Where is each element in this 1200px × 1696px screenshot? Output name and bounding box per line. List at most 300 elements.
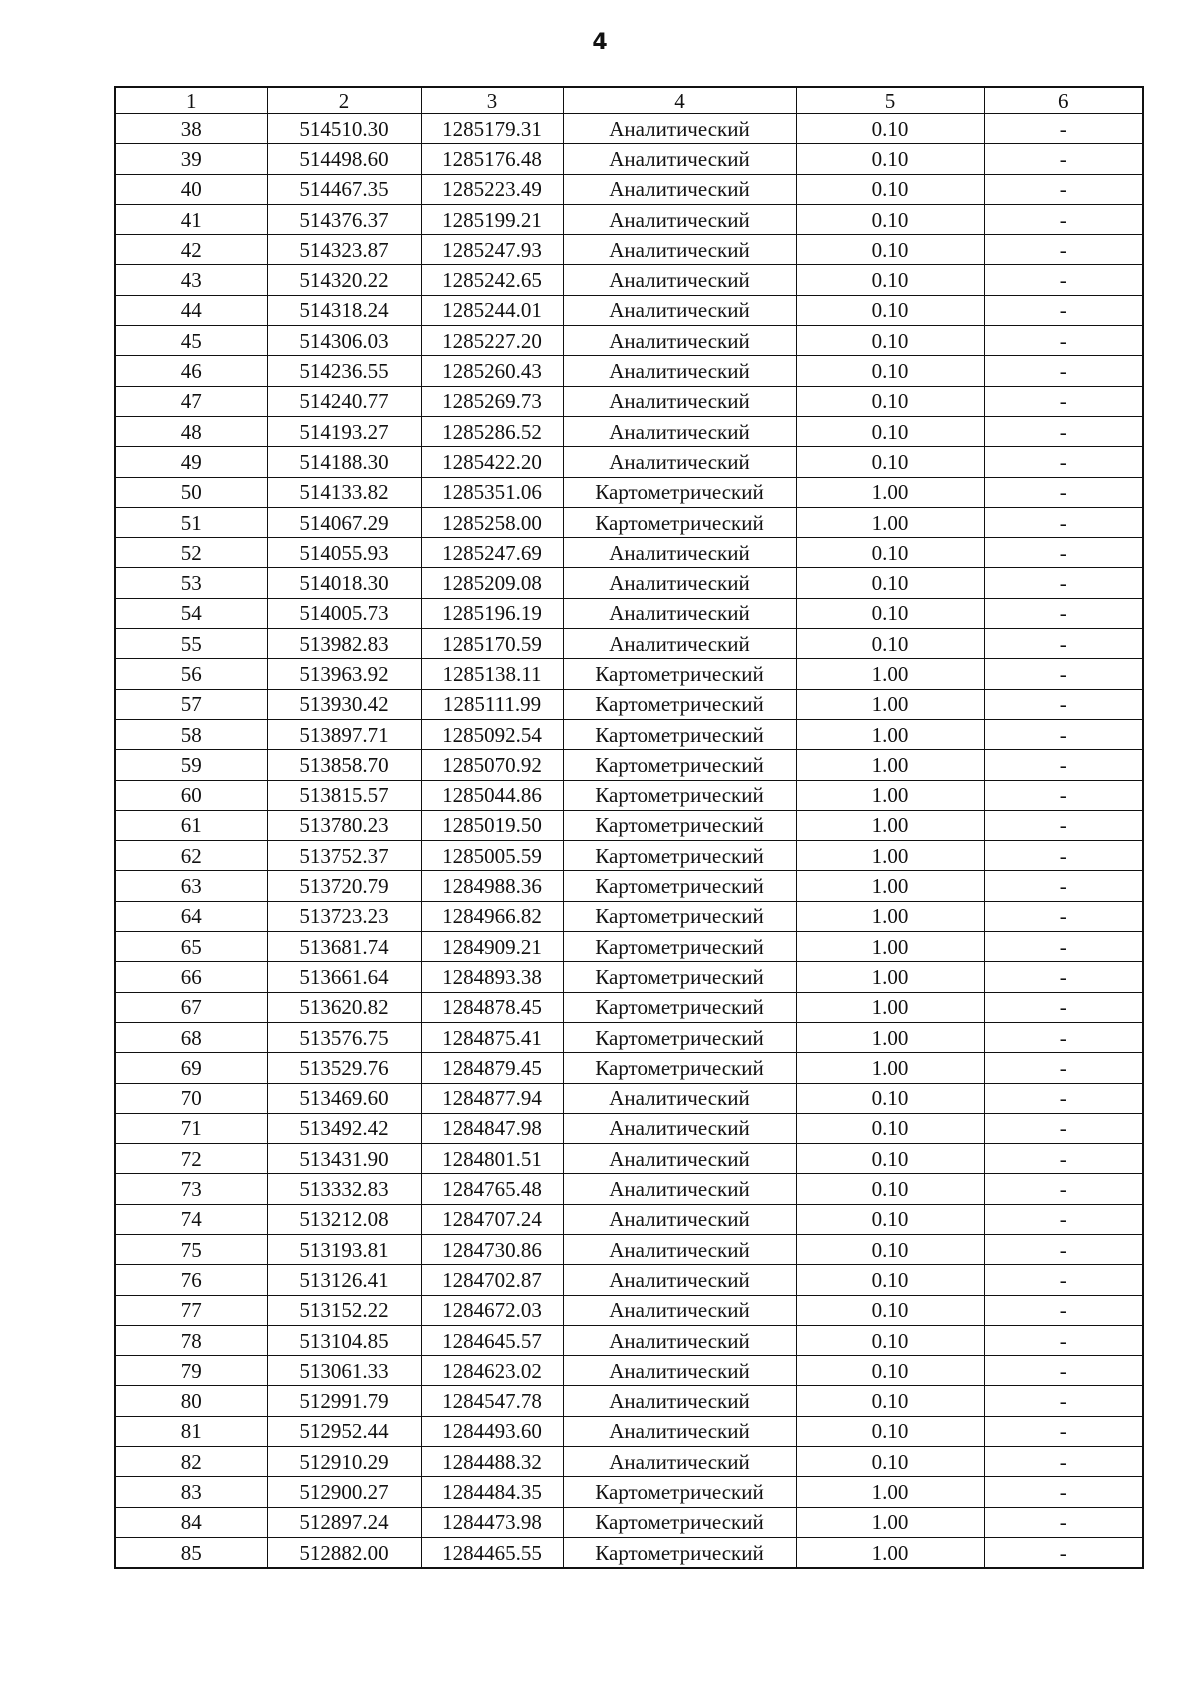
method-cell: Аналитический — [563, 114, 796, 144]
x-coordinate-cell: 513126.41 — [267, 1265, 421, 1295]
x-coordinate-cell: 513061.33 — [267, 1356, 421, 1386]
y-coordinate-cell: 1285269.73 — [421, 386, 563, 416]
note-cell: - — [984, 1356, 1143, 1386]
accuracy-cell: 0.10 — [796, 1416, 984, 1446]
point-number-cell: 81 — [115, 1416, 267, 1446]
table-row — [115, 659, 1143, 689]
y-coordinate-cell: 1285092.54 — [421, 719, 563, 749]
method-cell: Картометрический — [563, 992, 796, 1022]
accuracy-cell: 0.10 — [796, 416, 984, 446]
x-coordinate-cell: 514510.30 — [267, 114, 421, 144]
point-number-cell: 39 — [115, 144, 267, 174]
note-cell: - — [984, 144, 1143, 174]
y-coordinate-cell: 1285019.50 — [421, 810, 563, 840]
x-coordinate-cell: 513469.60 — [267, 1083, 421, 1113]
point-number-cell: 66 — [115, 962, 267, 992]
note-cell: - — [984, 1265, 1143, 1295]
x-coordinate-cell: 512882.00 — [267, 1537, 421, 1568]
x-coordinate-cell: 514067.29 — [267, 507, 421, 537]
y-coordinate-cell: 1285070.92 — [421, 750, 563, 780]
y-coordinate-cell: 1285286.52 — [421, 416, 563, 446]
method-cell: Аналитический — [563, 1113, 796, 1143]
table-row — [115, 1447, 1143, 1477]
table-row — [115, 1234, 1143, 1264]
method-cell: Аналитический — [563, 386, 796, 416]
point-number-cell: 82 — [115, 1447, 267, 1477]
x-coordinate-cell: 514055.93 — [267, 538, 421, 568]
method-cell: Картометрический — [563, 659, 796, 689]
x-coordinate-cell: 514005.73 — [267, 598, 421, 628]
method-cell: Аналитический — [563, 1416, 796, 1446]
point-number-cell: 68 — [115, 1022, 267, 1052]
note-cell: - — [984, 871, 1143, 901]
point-number-cell: 83 — [115, 1477, 267, 1507]
table-row — [115, 144, 1143, 174]
table-row — [115, 447, 1143, 477]
y-coordinate-cell: 1285199.21 — [421, 204, 563, 234]
y-coordinate-cell: 1285244.01 — [421, 295, 563, 325]
table-row — [115, 114, 1143, 144]
point-number-cell: 38 — [115, 114, 267, 144]
method-cell: Аналитический — [563, 1447, 796, 1477]
note-cell: - — [984, 1507, 1143, 1537]
table-row — [115, 174, 1143, 204]
table-row — [115, 841, 1143, 871]
table-row — [115, 780, 1143, 810]
accuracy-cell: 0.10 — [796, 1113, 984, 1143]
method-cell: Аналитический — [563, 204, 796, 234]
y-coordinate-cell: 1284966.82 — [421, 901, 563, 931]
point-number-cell: 77 — [115, 1295, 267, 1325]
x-coordinate-cell: 513681.74 — [267, 932, 421, 962]
method-cell: Аналитический — [563, 568, 796, 598]
point-number-cell: 56 — [115, 659, 267, 689]
accuracy-cell: 1.00 — [796, 750, 984, 780]
method-cell: Картометрический — [563, 477, 796, 507]
x-coordinate-cell: 513897.71 — [267, 719, 421, 749]
table-row — [115, 719, 1143, 749]
y-coordinate-cell: 1285258.00 — [421, 507, 563, 537]
table-row — [115, 1537, 1143, 1568]
note-cell: - — [984, 477, 1143, 507]
point-number-cell: 64 — [115, 901, 267, 931]
method-cell: Аналитический — [563, 235, 796, 265]
note-cell: - — [984, 386, 1143, 416]
y-coordinate-cell: 1285138.11 — [421, 659, 563, 689]
accuracy-cell: 0.10 — [796, 114, 984, 144]
x-coordinate-cell: 513723.23 — [267, 901, 421, 931]
accuracy-cell: 0.10 — [796, 265, 984, 295]
accuracy-cell: 0.10 — [796, 447, 984, 477]
y-coordinate-cell: 1284707.24 — [421, 1204, 563, 1234]
method-cell: Картометрический — [563, 719, 796, 749]
accuracy-cell: 1.00 — [796, 871, 984, 901]
method-cell: Аналитический — [563, 1356, 796, 1386]
method-cell: Аналитический — [563, 1234, 796, 1264]
table-row — [115, 750, 1143, 780]
accuracy-cell: 0.10 — [796, 174, 984, 204]
table-row — [115, 235, 1143, 265]
point-number-cell: 78 — [115, 1325, 267, 1355]
point-number-cell: 49 — [115, 447, 267, 477]
note-cell: - — [984, 356, 1143, 386]
table-row — [115, 326, 1143, 356]
note-cell: - — [984, 1053, 1143, 1083]
table-row — [115, 962, 1143, 992]
table-row — [115, 1325, 1143, 1355]
table-row — [115, 568, 1143, 598]
point-number-cell: 54 — [115, 598, 267, 628]
method-cell: Картометрический — [563, 932, 796, 962]
accuracy-cell: 1.00 — [796, 810, 984, 840]
x-coordinate-cell: 513780.23 — [267, 810, 421, 840]
method-cell: Картометрический — [563, 1022, 796, 1052]
table-row — [115, 901, 1143, 931]
note-cell: - — [984, 1022, 1143, 1052]
method-cell: Аналитический — [563, 629, 796, 659]
accuracy-cell: 0.10 — [796, 356, 984, 386]
method-cell: Аналитический — [563, 1325, 796, 1355]
note-cell: - — [984, 1325, 1143, 1355]
accuracy-cell: 1.00 — [796, 689, 984, 719]
x-coordinate-cell: 514376.37 — [267, 204, 421, 234]
x-coordinate-cell: 513332.83 — [267, 1174, 421, 1204]
note-cell: - — [984, 1386, 1143, 1416]
table-row — [115, 1295, 1143, 1325]
method-cell: Аналитический — [563, 1083, 796, 1113]
note-cell: - — [984, 265, 1143, 295]
coordinates-table — [114, 86, 1144, 1569]
y-coordinate-cell: 1284801.51 — [421, 1144, 563, 1174]
method-cell: Аналитический — [563, 174, 796, 204]
accuracy-cell: 1.00 — [796, 932, 984, 962]
table-row — [115, 477, 1143, 507]
table-row — [115, 629, 1143, 659]
note-cell: - — [984, 295, 1143, 325]
note-cell: - — [984, 1234, 1143, 1264]
x-coordinate-cell: 512897.24 — [267, 1507, 421, 1537]
y-coordinate-cell: 1285196.19 — [421, 598, 563, 628]
x-coordinate-cell: 512991.79 — [267, 1386, 421, 1416]
note-cell: - — [984, 1477, 1143, 1507]
point-number-cell: 62 — [115, 841, 267, 871]
point-number-cell: 85 — [115, 1537, 267, 1568]
y-coordinate-cell: 1284623.02 — [421, 1356, 563, 1386]
y-coordinate-cell: 1285170.59 — [421, 629, 563, 659]
y-coordinate-cell: 1284484.35 — [421, 1477, 563, 1507]
accuracy-cell: 0.10 — [796, 629, 984, 659]
y-coordinate-cell: 1284547.78 — [421, 1386, 563, 1416]
x-coordinate-cell: 513815.57 — [267, 780, 421, 810]
column-header: 4 — [563, 87, 796, 114]
accuracy-cell: 0.10 — [796, 1295, 984, 1325]
y-coordinate-cell: 1284909.21 — [421, 932, 563, 962]
point-number-cell: 57 — [115, 689, 267, 719]
accuracy-cell: 0.10 — [796, 235, 984, 265]
table-row — [115, 356, 1143, 386]
accuracy-cell: 0.10 — [796, 144, 984, 174]
y-coordinate-cell: 1284465.55 — [421, 1537, 563, 1568]
point-number-cell: 40 — [115, 174, 267, 204]
accuracy-cell: 0.10 — [796, 1144, 984, 1174]
y-coordinate-cell: 1285242.65 — [421, 265, 563, 295]
point-number-cell: 41 — [115, 204, 267, 234]
coordinates-table-body — [115, 87, 1143, 1568]
accuracy-cell: 0.10 — [796, 295, 984, 325]
accuracy-cell: 0.10 — [796, 1265, 984, 1295]
accuracy-cell: 0.10 — [796, 1234, 984, 1264]
x-coordinate-cell: 514318.24 — [267, 295, 421, 325]
y-coordinate-cell: 1285209.08 — [421, 568, 563, 598]
table-row — [115, 1477, 1143, 1507]
accuracy-cell: 0.10 — [796, 1174, 984, 1204]
x-coordinate-cell: 513620.82 — [267, 992, 421, 1022]
accuracy-cell: 0.10 — [796, 538, 984, 568]
table-row — [115, 1053, 1143, 1083]
method-cell: Аналитический — [563, 1295, 796, 1325]
table-row — [115, 295, 1143, 325]
accuracy-cell: 1.00 — [796, 719, 984, 749]
x-coordinate-cell: 513963.92 — [267, 659, 421, 689]
table-row — [115, 1083, 1143, 1113]
point-number-cell: 59 — [115, 750, 267, 780]
method-cell: Картометрический — [563, 780, 796, 810]
table-header-row — [115, 87, 1143, 114]
table-row — [115, 1386, 1143, 1416]
note-cell: - — [984, 235, 1143, 265]
y-coordinate-cell: 1284875.41 — [421, 1022, 563, 1052]
note-cell: - — [984, 962, 1143, 992]
accuracy-cell: 0.10 — [796, 568, 984, 598]
y-coordinate-cell: 1285260.43 — [421, 356, 563, 386]
accuracy-cell: 1.00 — [796, 901, 984, 931]
table-row — [115, 538, 1143, 568]
point-number-cell: 72 — [115, 1144, 267, 1174]
column-header: 2 — [267, 87, 421, 114]
method-cell: Аналитический — [563, 1174, 796, 1204]
x-coordinate-cell: 514133.82 — [267, 477, 421, 507]
point-number-cell: 69 — [115, 1053, 267, 1083]
note-cell: - — [984, 1174, 1143, 1204]
x-coordinate-cell: 514323.87 — [267, 235, 421, 265]
x-coordinate-cell: 513576.75 — [267, 1022, 421, 1052]
y-coordinate-cell: 1284877.94 — [421, 1083, 563, 1113]
y-coordinate-cell: 1285044.86 — [421, 780, 563, 810]
note-cell: - — [984, 659, 1143, 689]
table-row — [115, 265, 1143, 295]
accuracy-cell: 0.10 — [796, 1356, 984, 1386]
table-row — [115, 1265, 1143, 1295]
note-cell: - — [984, 598, 1143, 628]
y-coordinate-cell: 1284988.36 — [421, 871, 563, 901]
note-cell: - — [984, 629, 1143, 659]
note-cell: - — [984, 1447, 1143, 1477]
accuracy-cell: 0.10 — [796, 1447, 984, 1477]
note-cell: - — [984, 326, 1143, 356]
table-row — [115, 932, 1143, 962]
x-coordinate-cell: 513752.37 — [267, 841, 421, 871]
accuracy-cell: 1.00 — [796, 1053, 984, 1083]
point-number-cell: 75 — [115, 1234, 267, 1264]
x-coordinate-cell: 514240.77 — [267, 386, 421, 416]
x-coordinate-cell: 514467.35 — [267, 174, 421, 204]
x-coordinate-cell: 514018.30 — [267, 568, 421, 598]
point-number-cell: 47 — [115, 386, 267, 416]
point-number-cell: 60 — [115, 780, 267, 810]
x-coordinate-cell: 513431.90 — [267, 1144, 421, 1174]
note-cell: - — [984, 447, 1143, 477]
note-cell: - — [984, 1083, 1143, 1113]
y-coordinate-cell: 1284672.03 — [421, 1295, 563, 1325]
point-number-cell: 65 — [115, 932, 267, 962]
point-number-cell: 76 — [115, 1265, 267, 1295]
note-cell: - — [984, 1113, 1143, 1143]
x-coordinate-cell: 512910.29 — [267, 1447, 421, 1477]
table-row — [115, 204, 1143, 234]
x-coordinate-cell: 514236.55 — [267, 356, 421, 386]
table-row — [115, 1416, 1143, 1446]
note-cell: - — [984, 568, 1143, 598]
note-cell: - — [984, 992, 1143, 1022]
method-cell: Аналитический — [563, 1204, 796, 1234]
point-number-cell: 50 — [115, 477, 267, 507]
note-cell: - — [984, 538, 1143, 568]
point-number-cell: 58 — [115, 719, 267, 749]
table-row — [115, 871, 1143, 901]
column-header: 6 — [984, 87, 1143, 114]
note-cell: - — [984, 114, 1143, 144]
note-cell: - — [984, 1416, 1143, 1446]
y-coordinate-cell: 1284879.45 — [421, 1053, 563, 1083]
column-header: 5 — [796, 87, 984, 114]
table-row — [115, 1113, 1143, 1143]
method-cell: Картометрический — [563, 810, 796, 840]
accuracy-cell: 0.10 — [796, 1204, 984, 1234]
table-row — [115, 507, 1143, 537]
accuracy-cell: 0.10 — [796, 326, 984, 356]
table-row — [115, 1022, 1143, 1052]
y-coordinate-cell: 1285247.93 — [421, 235, 563, 265]
note-cell: - — [984, 689, 1143, 719]
y-coordinate-cell: 1285227.20 — [421, 326, 563, 356]
y-coordinate-cell: 1284893.38 — [421, 962, 563, 992]
accuracy-cell: 0.10 — [796, 386, 984, 416]
note-cell: - — [984, 810, 1143, 840]
accuracy-cell: 1.00 — [796, 1022, 984, 1052]
method-cell: Аналитический — [563, 416, 796, 446]
y-coordinate-cell: 1285223.49 — [421, 174, 563, 204]
method-cell: Аналитический — [563, 538, 796, 568]
x-coordinate-cell: 513858.70 — [267, 750, 421, 780]
point-number-cell: 51 — [115, 507, 267, 537]
method-cell: Картометрический — [563, 901, 796, 931]
accuracy-cell: 1.00 — [796, 1477, 984, 1507]
note-cell: - — [984, 750, 1143, 780]
point-number-cell: 43 — [115, 265, 267, 295]
accuracy-cell: 1.00 — [796, 477, 984, 507]
method-cell: Аналитический — [563, 598, 796, 628]
table-row — [115, 598, 1143, 628]
x-coordinate-cell: 514188.30 — [267, 447, 421, 477]
x-coordinate-cell: 514306.03 — [267, 326, 421, 356]
y-coordinate-cell: 1284493.60 — [421, 1416, 563, 1446]
x-coordinate-cell: 512952.44 — [267, 1416, 421, 1446]
column-header: 1 — [115, 87, 267, 114]
method-cell: Картометрический — [563, 1477, 796, 1507]
accuracy-cell: 1.00 — [796, 1507, 984, 1537]
y-coordinate-cell: 1285005.59 — [421, 841, 563, 871]
accuracy-cell: 1.00 — [796, 659, 984, 689]
method-cell: Картометрический — [563, 962, 796, 992]
x-coordinate-cell: 513982.83 — [267, 629, 421, 659]
accuracy-cell: 0.10 — [796, 1386, 984, 1416]
point-number-cell: 48 — [115, 416, 267, 446]
point-number-cell: 55 — [115, 629, 267, 659]
accuracy-cell: 1.00 — [796, 992, 984, 1022]
y-coordinate-cell: 1285111.99 — [421, 689, 563, 719]
method-cell: Аналитический — [563, 326, 796, 356]
y-coordinate-cell: 1284765.48 — [421, 1174, 563, 1204]
point-number-cell: 73 — [115, 1174, 267, 1204]
method-cell: Картометрический — [563, 1507, 796, 1537]
note-cell: - — [984, 901, 1143, 931]
note-cell: - — [984, 507, 1143, 537]
y-coordinate-cell: 1284702.87 — [421, 1265, 563, 1295]
accuracy-cell: 1.00 — [796, 507, 984, 537]
note-cell: - — [984, 1537, 1143, 1568]
method-cell: Аналитический — [563, 1265, 796, 1295]
accuracy-cell: 1.00 — [796, 780, 984, 810]
table-row — [115, 1174, 1143, 1204]
point-number-cell: 80 — [115, 1386, 267, 1416]
x-coordinate-cell: 513492.42 — [267, 1113, 421, 1143]
y-coordinate-cell: 1285351.06 — [421, 477, 563, 507]
method-cell: Картометрический — [563, 1537, 796, 1568]
point-number-cell: 44 — [115, 295, 267, 325]
method-cell: Картометрический — [563, 841, 796, 871]
x-coordinate-cell: 513930.42 — [267, 689, 421, 719]
method-cell: Картометрический — [563, 507, 796, 537]
point-number-cell: 63 — [115, 871, 267, 901]
method-cell: Аналитический — [563, 1144, 796, 1174]
y-coordinate-cell: 1285176.48 — [421, 144, 563, 174]
y-coordinate-cell: 1285179.31 — [421, 114, 563, 144]
x-coordinate-cell: 513529.76 — [267, 1053, 421, 1083]
point-number-cell: 46 — [115, 356, 267, 386]
method-cell: Аналитический — [563, 356, 796, 386]
y-coordinate-cell: 1284847.98 — [421, 1113, 563, 1143]
column-header: 3 — [421, 87, 563, 114]
x-coordinate-cell: 514498.60 — [267, 144, 421, 174]
method-cell: Аналитический — [563, 295, 796, 325]
accuracy-cell: 1.00 — [796, 962, 984, 992]
x-coordinate-cell: 513193.81 — [267, 1234, 421, 1264]
point-number-cell: 79 — [115, 1356, 267, 1386]
table-row — [115, 1204, 1143, 1234]
method-cell: Картометрический — [563, 871, 796, 901]
x-coordinate-cell: 514320.22 — [267, 265, 421, 295]
point-number-cell: 71 — [115, 1113, 267, 1143]
point-number-cell: 74 — [115, 1204, 267, 1234]
accuracy-cell: 1.00 — [796, 1537, 984, 1568]
accuracy-cell: 0.10 — [796, 204, 984, 234]
y-coordinate-cell: 1284488.32 — [421, 1447, 563, 1477]
y-coordinate-cell: 1285247.69 — [421, 538, 563, 568]
note-cell: - — [984, 780, 1143, 810]
note-cell: - — [984, 1295, 1143, 1325]
x-coordinate-cell: 513720.79 — [267, 871, 421, 901]
point-number-cell: 53 — [115, 568, 267, 598]
